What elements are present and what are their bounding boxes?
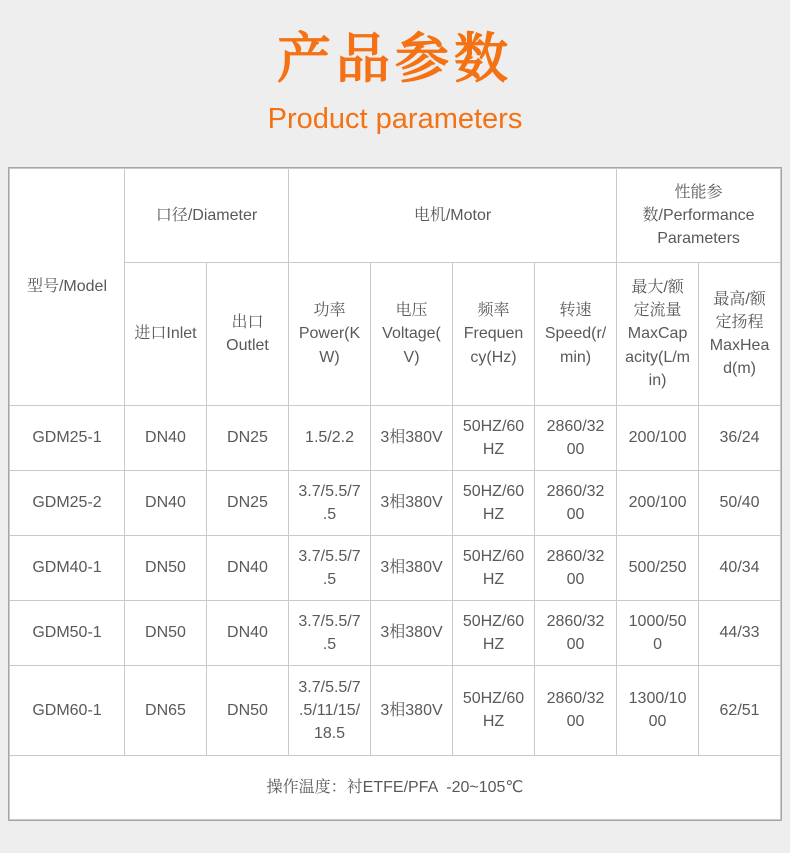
cell-inlet: DN50 — [125, 535, 207, 600]
cell-power: 3.7/5.5/7.5/11/15/18.5 — [289, 665, 371, 755]
cell-frequency: 50HZ/60HZ — [453, 665, 535, 755]
cell-model: GDM25-2 — [10, 470, 125, 535]
cell-max-head: 36/24 — [699, 405, 781, 470]
column-header-frequency: 频率 Frequency(Hz) — [453, 262, 535, 405]
parameters-table-container — [8, 167, 782, 821]
cell-frequency: 50HZ/60HZ — [453, 600, 535, 665]
cell-max-head: 44/33 — [699, 600, 781, 665]
cell-inlet: DN50 — [125, 600, 207, 665]
column-group-performance: 性能参数/Performance Parameters — [617, 168, 781, 262]
cell-max-head: 62/51 — [699, 665, 781, 755]
cell-max-capacity: 1000/500 — [617, 600, 699, 665]
cell-voltage: 3相380V — [371, 665, 453, 755]
cell-outlet: DN40 — [207, 600, 289, 665]
header-sub-row — [10, 262, 781, 405]
cell-max-head: 50/40 — [699, 470, 781, 535]
cell-speed: 2860/3200 — [535, 665, 617, 755]
cell-inlet: DN40 — [125, 470, 207, 535]
cell-power: 3.7/5.5/7.5 — [289, 600, 371, 665]
column-group-motor: 电机/Motor — [289, 168, 617, 262]
cell-voltage: 3相380V — [371, 600, 453, 665]
cell-model: GDM25-1 — [10, 405, 125, 470]
footer-note-row — [10, 755, 781, 819]
column-header-power: 功率 Power(KW) — [289, 262, 371, 405]
table-row-gdm60-1 — [10, 665, 781, 755]
cell-outlet: DN50 — [207, 665, 289, 755]
page-title-english: Product parameters — [267, 103, 523, 136]
cell-outlet: DN25 — [207, 470, 289, 535]
table-row-gdm50-1 — [10, 600, 781, 665]
cell-frequency: 50HZ/60HZ — [453, 470, 535, 535]
cell-speed: 2860/3200 — [535, 535, 617, 600]
table-row-gdm25-1 — [10, 405, 781, 470]
column-header-voltage: 电压 Voltage(V) — [371, 262, 453, 405]
column-header-model: 型号/Model — [10, 168, 125, 405]
cell-outlet: DN25 — [207, 405, 289, 470]
cell-power: 1.5/2.2 — [289, 405, 371, 470]
table-row-gdm25-2 — [10, 470, 781, 535]
cell-model: GDM40-1 — [10, 535, 125, 600]
cell-max-head: 40/34 — [699, 535, 781, 600]
column-header-outlet: 出口 Outlet — [207, 262, 289, 405]
cell-max-capacity: 1300/1000 — [617, 665, 699, 755]
table-row-gdm40-1 — [10, 535, 781, 600]
cell-speed: 2860/3200 — [535, 600, 617, 665]
cell-speed: 2860/3200 — [535, 470, 617, 535]
cell-max-capacity: 200/100 — [617, 470, 699, 535]
cell-max-capacity: 200/100 — [617, 405, 699, 470]
cell-model: GDM60-1 — [10, 665, 125, 755]
column-group-diameter: 口径/Diameter — [125, 168, 289, 262]
cell-frequency: 50HZ/60HZ — [453, 535, 535, 600]
cell-max-capacity: 500/250 — [617, 535, 699, 600]
header-group-row — [10, 168, 781, 262]
cell-voltage: 3相380V — [371, 470, 453, 535]
column-header-inlet: 进口Inlet — [125, 262, 207, 405]
parameters-table — [9, 168, 781, 820]
cell-outlet: DN40 — [207, 535, 289, 600]
cell-model: GDM50-1 — [10, 600, 125, 665]
column-header-max-head: 最高/额定扬程 MaxHead(m) — [699, 262, 781, 405]
column-header-speed: 转速 Speed(r/min) — [535, 262, 617, 405]
column-header-max-capacity: 最大/额定流量 MaxCapacity(L/min) — [617, 262, 699, 405]
cell-speed: 2860/3200 — [535, 405, 617, 470]
cell-voltage: 3相380V — [371, 535, 453, 600]
cell-inlet: DN65 — [125, 665, 207, 755]
cell-power: 3.7/5.5/7.5 — [289, 535, 371, 600]
operating-temperature-note: 操作温度：衬ETFE/PFA -20~105℃ — [10, 755, 781, 819]
cell-inlet: DN40 — [125, 405, 207, 470]
page-title-chinese: 产品参数 — [277, 29, 513, 89]
cell-power: 3.7/5.5/7.5 — [289, 470, 371, 535]
cell-frequency: 50HZ/60HZ — [453, 405, 535, 470]
cell-voltage: 3相380V — [371, 405, 453, 470]
